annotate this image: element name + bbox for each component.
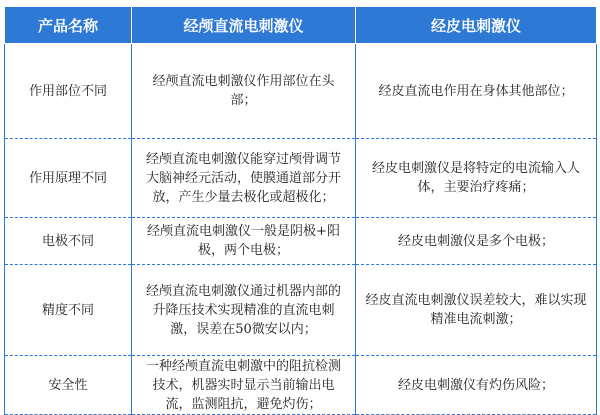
table-row — [5, 265, 597, 356]
tdcs-cell: 经颅直流电刺激仪能穿过颅骨调节大脑神经元活动，使膜通道部分开放，产生少量去极化或超极化； — [132, 139, 356, 218]
table-header-row — [5, 7, 597, 44]
tens-cell: 经皮电刺激仪是将特定的电流输入人体，主要治疗疼痛； — [356, 139, 597, 218]
tdcs-cell: 经颅直流电刺激仪通过机器内部的升降压技术实现精准的直流电刺激，误差在50微安以内； — [132, 265, 356, 356]
row-label: 精度不同 — [5, 265, 132, 356]
tdcs-cell: 一种经颅直流电刺激中的阻抗检测技术，机器实时显示当前输出电流，监测阻抗，避免灼伤； — [132, 356, 356, 415]
row-label: 作用部位不同 — [5, 44, 132, 139]
table-row — [5, 139, 597, 218]
tens-cell: 经皮电刺激仪是多个电极； — [356, 218, 597, 265]
row-label: 作用原理不同 — [5, 139, 132, 218]
comparison-table-container — [4, 6, 596, 412]
tens-cell: 经皮电刺激仪有灼伤风险； — [356, 356, 597, 415]
tens-cell: 经皮直流电作用在身体其他部位； — [356, 44, 597, 139]
tens-cell: 经皮直流电刺激仪误差较大，难以实现精准电流刺激； — [356, 265, 597, 356]
tdcs-cell: 经颅直流电刺激仪一般是阴极+阳极，两个电极； — [132, 218, 356, 265]
table-row — [5, 356, 597, 415]
header-tdcs: 经颅直流电刺激仪 — [132, 7, 356, 44]
table-row — [5, 218, 597, 265]
table-row — [5, 44, 597, 139]
comparison-table — [4, 6, 597, 415]
row-label: 安全性 — [5, 356, 132, 415]
header-tens: 经皮电刺激仪 — [356, 7, 597, 44]
tdcs-cell: 经颅直流电刺激仪作用部位在头部； — [132, 44, 356, 139]
header-product-name: 产品名称 — [5, 7, 132, 44]
row-label: 电极不同 — [5, 218, 132, 265]
